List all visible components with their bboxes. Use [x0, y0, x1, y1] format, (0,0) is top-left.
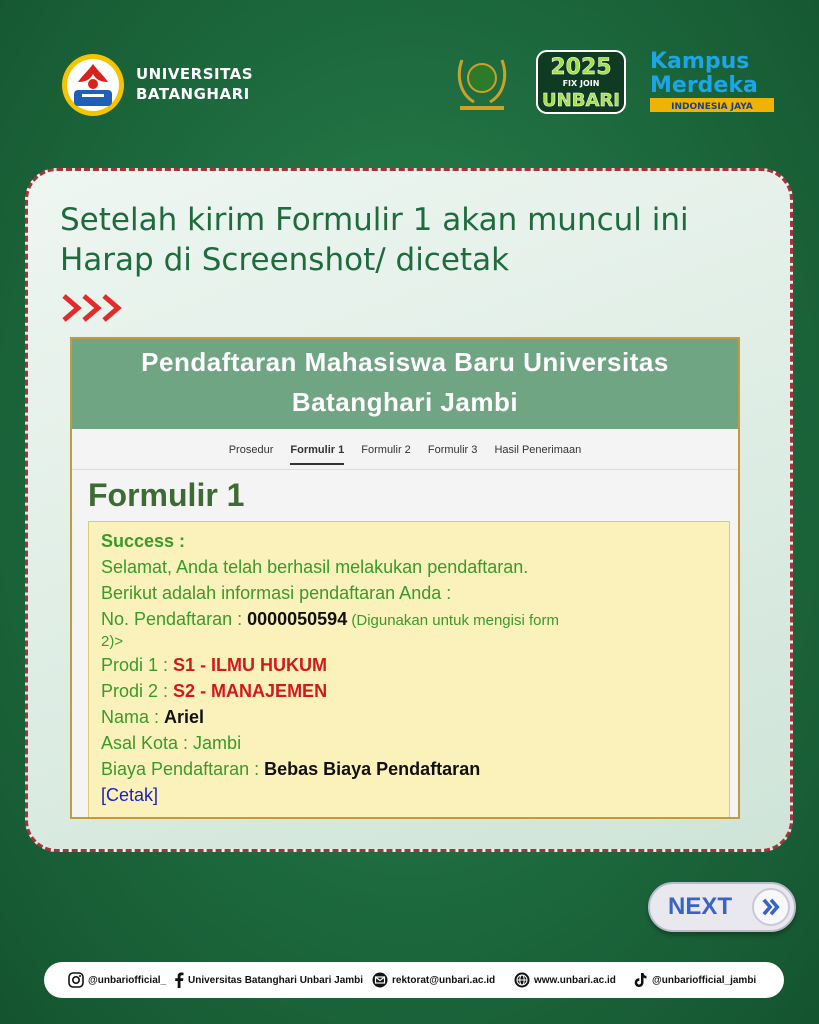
success-heading: Success : — [101, 531, 186, 551]
registration-number-note2: 2)> — [101, 633, 124, 650]
panel-title-line2: Batanghari Jambi — [291, 387, 519, 417]
kampus-line2: Merdeka — [650, 73, 758, 98]
kampus-line1: Kampus — [650, 49, 750, 74]
prodi1-row — [101, 652, 717, 678]
registration-screenshot-panel — [70, 337, 740, 819]
biaya-row — [101, 756, 717, 782]
prodi1-value: S1 - ILMU HUKUM — [173, 655, 328, 675]
tab-hasil-penerimaan[interactable]: Hasil Penerimaan — [494, 444, 582, 456]
prodi1-label: Prodi 1 : — [101, 655, 174, 675]
website-url: www.unbari.ac.id — [534, 974, 616, 986]
panel-body — [72, 429, 738, 819]
badge-year: 2025 — [550, 55, 612, 80]
headline — [60, 200, 689, 280]
cetak-link[interactable]: [Cetak] — [101, 785, 159, 805]
fix-join-unbari-2025-badge — [536, 50, 626, 114]
tab-formulir-1[interactable]: Formulir 1 — [290, 437, 344, 465]
tab-formulir-3[interactable]: Formulir 3 — [427, 444, 478, 456]
asal-kota-row: Asal Kota : Jambi — [101, 733, 242, 753]
kampus-merdeka-logo — [646, 46, 780, 116]
biaya-label: Biaya Pendaftaran : — [101, 759, 265, 779]
registration-number-note: (Digunakan untuk mengisi form — [347, 612, 559, 629]
email-icon — [372, 972, 388, 988]
tab-prosedur[interactable]: Prosedur — [228, 444, 274, 456]
success-box — [88, 521, 730, 819]
university-name-line1: UNIVERSITAS — [136, 65, 254, 83]
facebook-icon — [174, 972, 184, 988]
prodi2-label: Prodi 2 : — [101, 681, 174, 701]
badge-unbari: UNBARI — [542, 90, 620, 111]
badge-fix-join: FIX JOIN — [562, 79, 600, 88]
form-title: Formulir 1 — [88, 477, 245, 513]
tiktok-icon — [632, 972, 648, 988]
emblem-logo — [452, 50, 512, 116]
facebook-name: Universitas Batanghari Unbari Jambi — [188, 974, 364, 986]
panel-title — [72, 339, 738, 432]
registration-number-label: No. Pendaftaran : — [101, 609, 248, 629]
university-name — [136, 64, 253, 104]
nama-row — [101, 704, 717, 730]
biaya-value: Bebas Biaya Pendaftaran — [264, 759, 481, 779]
prodi2-row — [101, 678, 717, 704]
registration-number-value: 0000050594 — [247, 609, 348, 629]
prodi2-value: S2 - MANAJEMEN — [173, 681, 328, 701]
kampus-sub: INDONESIA JAYA — [671, 102, 753, 112]
next-label: NEXT — [668, 893, 733, 920]
double-chevron-right-icon — [752, 888, 790, 926]
footer-instagram[interactable] — [68, 971, 166, 989]
tab-formulir-2[interactable]: Formulir 2 — [361, 444, 411, 456]
next-button[interactable] — [648, 882, 796, 932]
instagram-handle: @unbariofficial_ — [88, 974, 167, 986]
university-name-line2: BATANGHARI — [136, 85, 250, 103]
footer-email[interactable] — [372, 971, 495, 989]
registration-number-row — [101, 606, 717, 634]
headline-line1: Setelah kirim Formulir 1 akan muncul ini — [60, 202, 689, 238]
universitas-batanghari-logo — [60, 52, 126, 118]
nama-label: Nama : — [101, 707, 165, 727]
footer-facebook[interactable] — [174, 971, 363, 989]
success-line1: Selamat, Anda telah berhasil melakukan pendaftaran. — [101, 557, 529, 577]
globe-icon — [514, 972, 530, 988]
footer-tiktok[interactable] — [632, 971, 756, 989]
footer-website[interactable] — [514, 971, 616, 989]
success-line2: Berikut adalah informasi pendaftaran Anda : — [101, 583, 452, 603]
instagram-icon — [68, 972, 84, 988]
footer-bar — [44, 962, 784, 998]
headline-line2: Harap di Screenshot/ dicetak — [60, 242, 510, 278]
panel-title-line1: Pendaftaran Mahasiswa Baru Universitas — [141, 347, 669, 377]
form-tabs — [72, 435, 738, 470]
email-address: rektorat@unbari.ac.id — [392, 974, 496, 986]
triple-chevron-right-icon — [60, 290, 126, 326]
tiktok-handle: @unbariofficial_jambi — [652, 974, 757, 986]
nama-value: Ariel — [164, 707, 205, 727]
